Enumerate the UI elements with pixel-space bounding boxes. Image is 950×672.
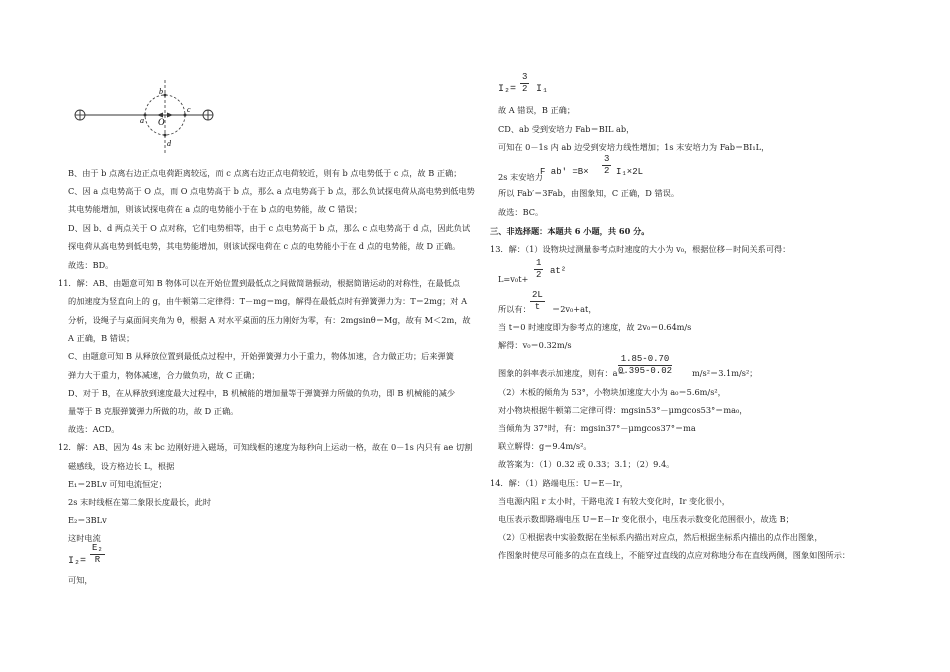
right-line-e3: 联立解得：g＝9.4m/s²。 [498,441,592,451]
eq2-fraction [602,154,611,177]
label-o: O [158,117,165,127]
label-d: d [167,139,171,148]
left-line-4: 探电荷从高电势到低电势，其电势能增加，则该试探电荷在 c 点的电势能小于在 d 点的电势能，故 D 正确。 [68,241,461,251]
left-line-16: 磁感线，设方格边长 L，根据 [68,461,175,471]
left-line-7: 的加速度为竖直向上的 g，由牛顿第二定律得：T－mg＝mg，解得在最低点时有弹簧弹力为：T＝2mg；对 A [68,296,468,306]
left-line-6: 11．解：AB、由题意可知 B 物体可以在开始位置到最低点之间做简谐振动，根据简谐运动的对称性，在最低点 [58,278,461,288]
right-line-a0: 故 A 错误，B 正确； [498,105,576,115]
eq5-prefix: 图象的斜率表示加速度，则有：a＝ [498,368,626,378]
left-line-9: A 正确，B 错误； [68,333,135,343]
eq3-fraction-denominator: 2 [536,270,542,280]
left-tail-line: 可知， [68,575,93,585]
left-positive-charge-icon [75,110,85,120]
right-line-a2: 可知在 0－1s 内 ab 边受到安培力线性增加；1s 末安培力为 Fab＝BI₁L， [498,142,770,152]
left-line-5: 故选：BD。 [68,260,114,270]
eq5-tail: m/s²＝3.1m/s²； [692,368,758,378]
right-line-e5: 14．解：（1）路端电压：U＝E－Ir， [490,478,628,488]
label-c: c [187,105,191,114]
right-line-e4: 故答案为：（1）0.32 或 0.33；3.1；（2）9.4。 [498,459,675,469]
i2-fraction-numerator: E₂ [92,543,103,553]
left-line-0: B、由于 b 点离右边正点电荷距离较远，而 c 点离右边正点电荷较近，则有 b 点电势低于 c 点，故 B 正确； [68,168,462,178]
left-line-15: 12．解：AB、因为 4s 末 bc 边刚好进入磁场，可知线框的速度为每秒向上运动一格，故在 0－1s 内只有 ae 切割 [58,442,473,452]
eq2-fraction-numerator: 3 [604,154,610,164]
eq3-fraction-numerator: 1 [536,258,542,268]
eq1-lhs: I₂= [498,84,517,95]
arrow-right-icon [167,113,173,118]
left-line-10: C、由题意可知 B 从释放位置到最低点过程中，开始弹簧弹力小于重力，物体加速，合力做正功；后来弹簧 [68,351,454,361]
eq1-fraction [520,72,529,95]
left-line-12: D、对于 B，在从释放到速度最大过程中，B 机械能的增加量等于弹簧弹力所做的负功，即 B 机械能的减少 [68,388,456,398]
eq3-fraction [534,258,543,281]
eq4-fraction [530,290,545,313]
eq2-prefix: 2s 末安培力 [498,172,543,182]
eq3-tail: at² [550,266,567,276]
i2-fraction [90,543,105,566]
eq1-rhs: I₁ [536,84,549,95]
right-line-e1: 对小物块根据牛顿第二定律可得：mgsin53°－μmgcos53°＝ma₀， [498,405,748,415]
right-line-b0: 所以 Fab′＝3Fab，由图象知，C 正确，D 错误。 [498,188,680,198]
eq2-tail: I₁×2L [616,167,644,177]
eq1-fraction-denominator: 2 [522,84,528,94]
right-line-e2: 当倾角为 37°时，有：mgsin37°－μmgcos37°＝ma [498,423,696,433]
left-line-8: 分析，设绳子与桌面间夹角为 θ，根据 A 对水平桌面的压力刚好为零，有：2mgsinθ＝Mg，故有 M＜2m，故 [68,315,471,325]
section-3-heading: 三、非选择题：本题共 6 小题，共 60 分。 [490,226,650,236]
left-line-17: E₁＝2BLv 可知电流恒定； [68,479,167,489]
label-a: a [140,116,144,125]
left-line-2: 其电势能增加，则该试探电荷在 a 点的电势能小于在 b 点的电势能，故 C 错误； [68,204,363,214]
eq4-fraction-denominator: t [534,302,541,312]
left-line-18: 2s 末时线框在第二象限长度最长，此时 [68,497,212,507]
right-line-d0: 当 t＝0 时速度即为参考点的速度，故 2v₀＝0.64m/s [498,322,692,332]
eq2-f: F ab′ =B× [540,167,589,177]
left-line-3: D、因 b、d 两点关于 O 点对称，它们电势相等，由于 c 点电势高于 b 点，那么 c 点电势高于 d 点，因此负试 [68,223,471,233]
left-line-14: 故选：ACD。 [68,424,120,434]
point-d [164,134,167,137]
right-line-d1: 解得：v₀＝0.32m/s [498,340,572,350]
left-line-13: 量等于 B 克服弹簧弹力所做的功，故 D 正确。 [68,406,239,416]
eq5-fraction-numerator: 1.85-0.70 [618,354,672,366]
right-positive-charge-icon [203,110,213,120]
eq3-lhs: L=v₀t+ [498,274,529,284]
eq1-fraction-numerator: 3 [522,72,528,82]
eq5-fraction [618,354,672,377]
right-line-b1: 故选：BC。 [498,207,544,217]
right-line-e9: 作图象时使尽可能多的点在直线上，不能穿过直线的点应对称地分布在直线两侧，图象如图所示： [498,550,851,560]
right-line-a1: CD、ab 受到安培力 Fab＝BIL ab， [498,124,635,134]
eq2-fraction-denominator: 2 [604,166,610,176]
left-line-19: E₂＝3BLv [68,515,107,525]
left-line-11: 弹力大于重力，物体减速，合力做负功，故 C 正确； [68,370,260,380]
charge-circle-figure [68,75,228,155]
right-line-c0: 13．解：（1）设物块过测量参考点时速度的大小为 v₀，根据位移－时间关系可得： [490,244,791,254]
eq4-prefix: 所以有： [498,304,531,314]
right-line-e7: 电压表示数即路端电压 U＝E－Ir 变化很小，电压表示数变化范围很小，故选 B； [498,514,794,524]
label-b: b [159,87,163,96]
eq4-tail: ＝2v₀+at， [552,304,597,314]
right-line-e6: 当电源内阻 r 太小时，干路电流 I 有较大变化时，Ir 变化很小， [498,496,730,506]
point-b [164,94,167,97]
right-line-e0: （2）木板的倾角为 53°，小物块加速度大小为 a₀＝5.6m/s²， [498,387,726,397]
left-line-1: C、因 a 点电势高于 O 点，而 O 点电势高于 b 点，那么 a 点电势高于 b 点，那么负试探电荷从高电势到低电势 [68,186,475,196]
eq4-fraction-numerator: 2L [532,290,543,300]
i2-fraction-denominator: R [94,555,101,565]
i2-equation-lhs: I₂= [68,556,87,567]
eq5-fraction-denominator: 0.395-0.02 [618,366,673,376]
left-line-20: 这时电流 [68,533,101,543]
right-line-e8: （2）①根据表中实验数据在坐标系内描出对应点，然后根据坐标系内描出的点作出图象， [498,532,823,542]
